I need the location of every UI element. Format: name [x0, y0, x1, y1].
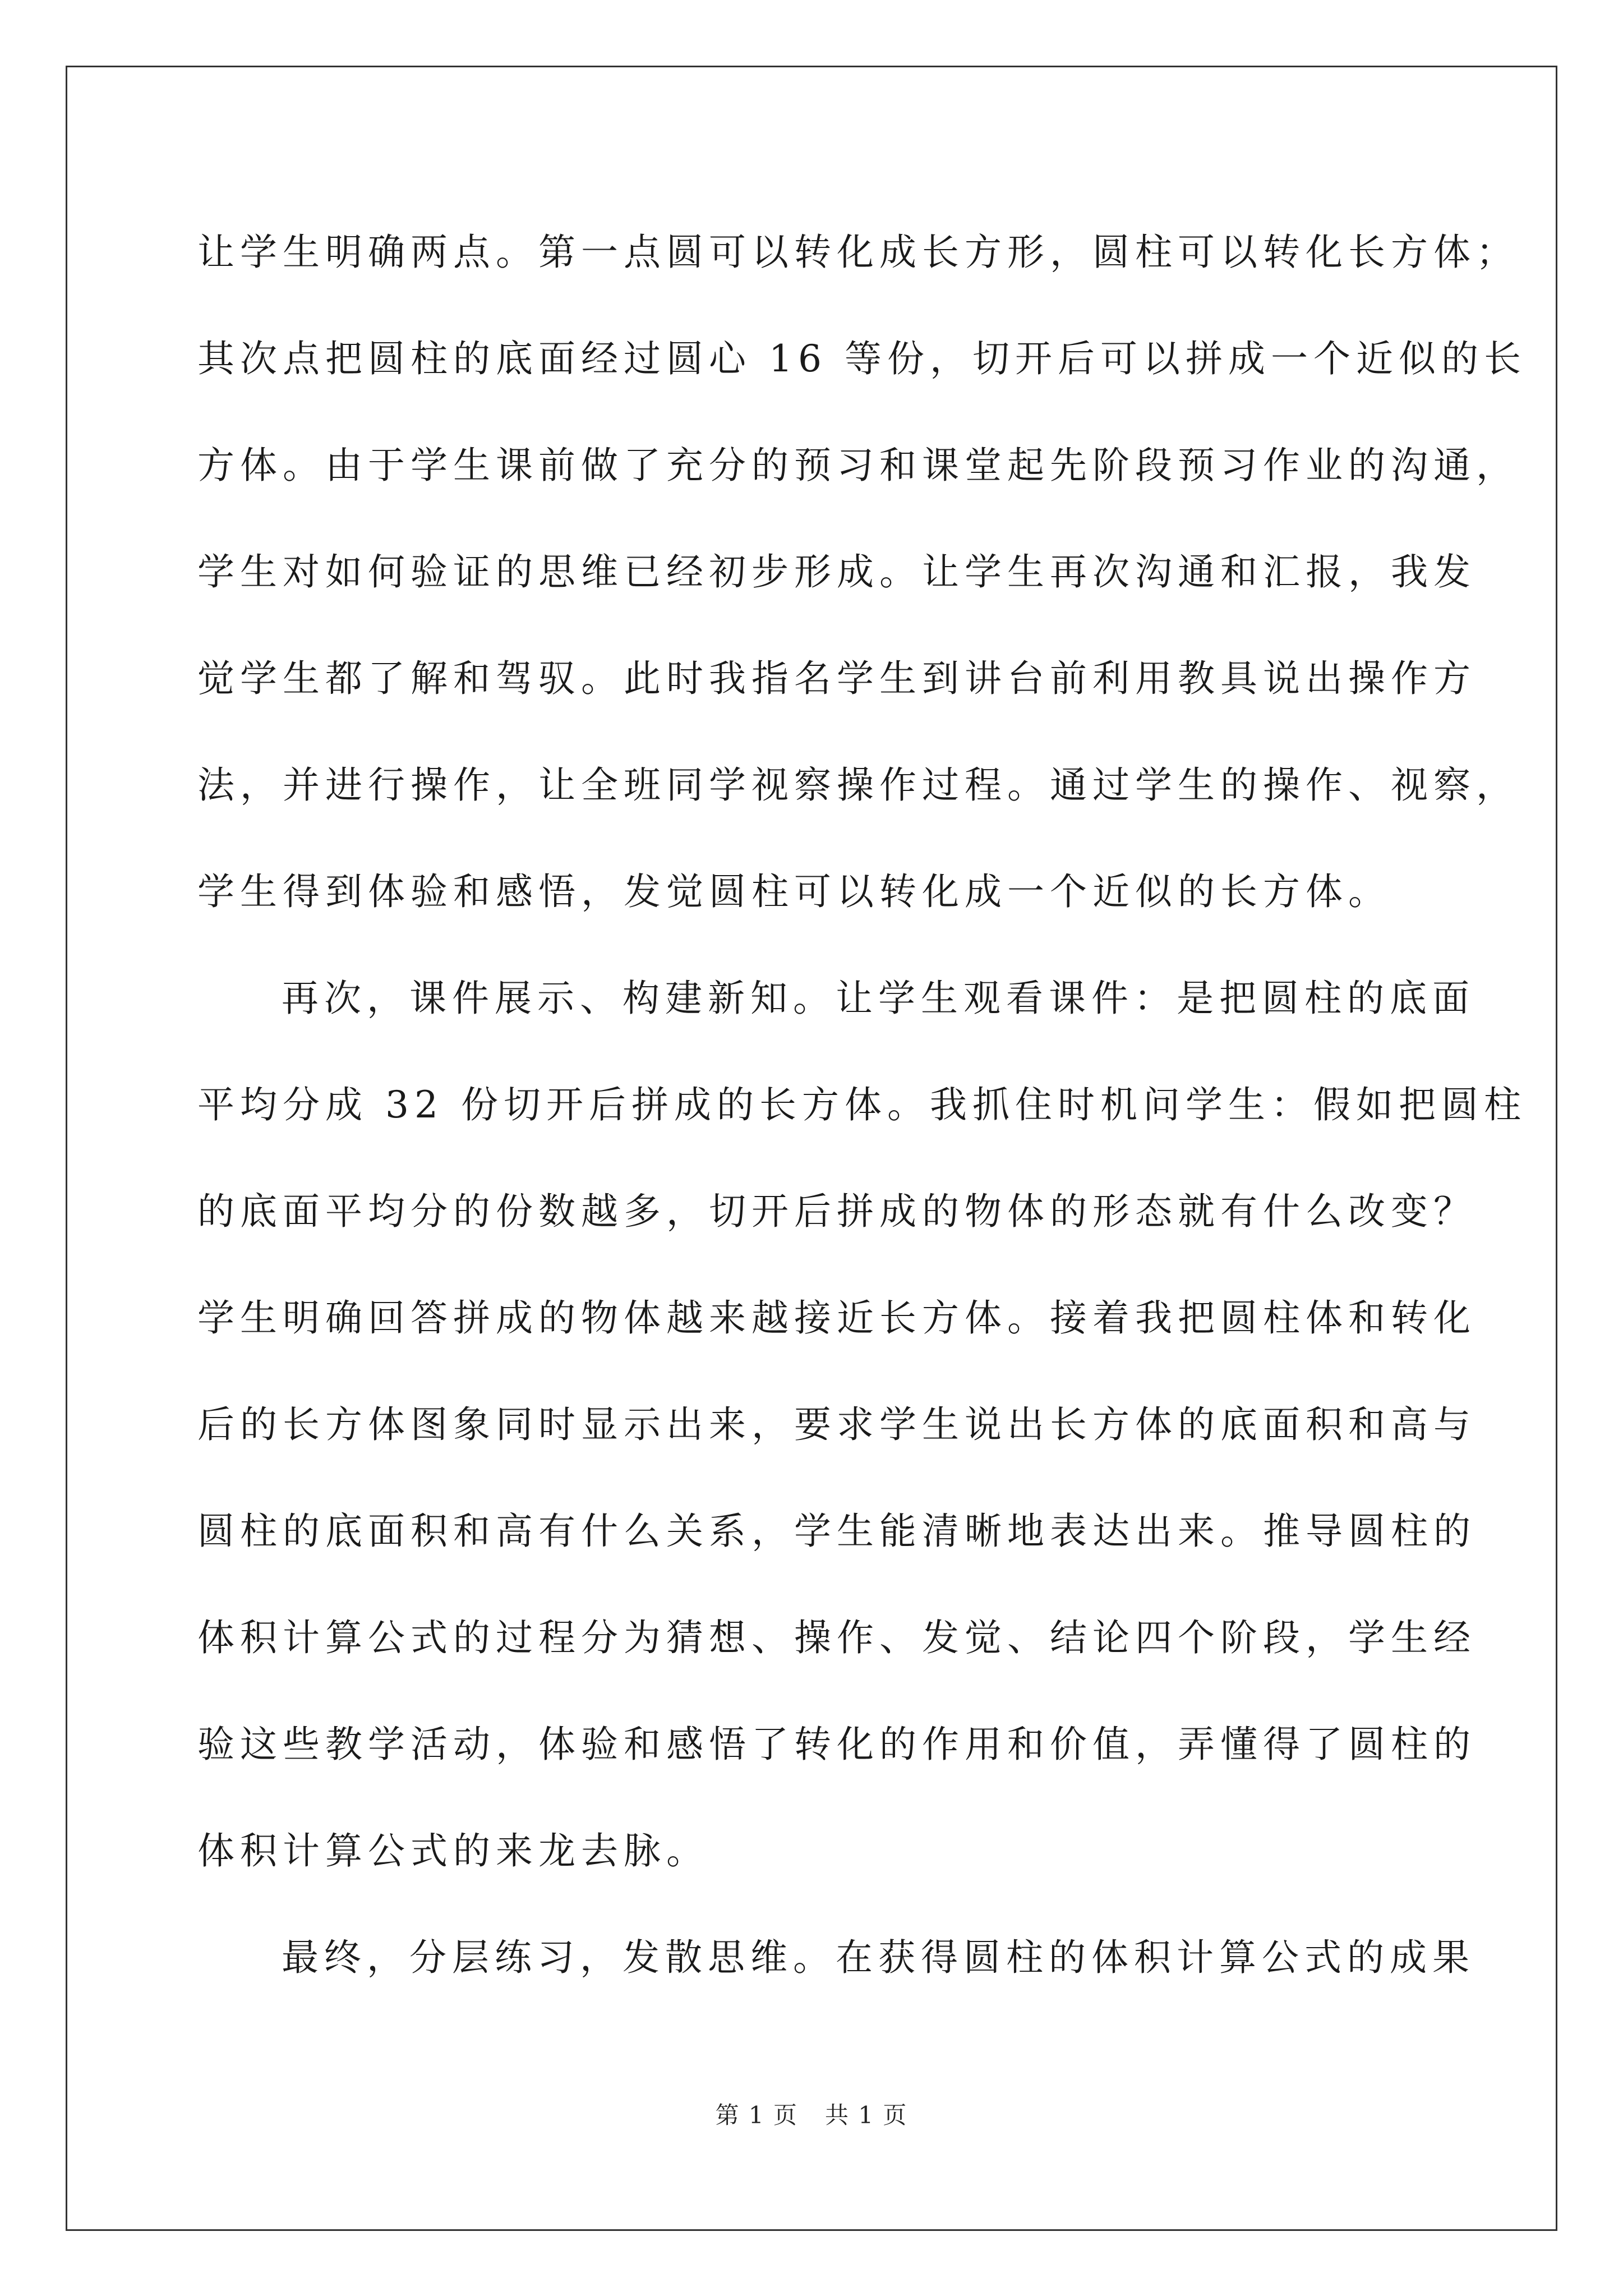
- text-line: 再次，课件展示、构建新知。让学生观看课件：是把圆柱的底面: [282, 977, 1475, 1020]
- text-line: 方体。由于学生课前做了充分的预习和课堂起先阶段预习作业的沟通，: [197, 444, 1519, 487]
- text-line: 体积计算公式的来龙去脉。: [197, 1829, 709, 1872]
- text-line: 其次点把圆柱的底面经过圆心 16 等份，切开后可以拼成一个近似的长: [197, 337, 1527, 380]
- text-line: 学生得到体验和感悟，发觉圆柱可以转化成一个近似的长方体。: [197, 870, 1391, 913]
- text-line: 学生对如何验证的思维已经初步形成。让学生再次沟通和汇报，我发: [197, 550, 1476, 593]
- document-body: [197, 224, 1527, 2036]
- text-line: 法，并进行操作，让全班同学视察操作过程。通过学生的操作、视察，: [197, 763, 1519, 807]
- text-line: 觉学生都了解和驾驭。此时我指名学生到讲台前利用教具说出操作方: [197, 657, 1476, 700]
- text-line: 学生明确回答拼成的物体越来越接近长方体。接着我把圆柱体和转化: [197, 1296, 1476, 1340]
- text-line: 后的长方体图象同时显示出来，要求学生说出长方体的底面积和高与: [197, 1403, 1476, 1446]
- text-line: 平均分成 32 份切开后拼成的长方体。我抓住时机问学生：假如把圆柱: [197, 1083, 1527, 1126]
- text-line: 体积计算公式的过程分为猜想、操作、发觉、结论四个阶段，学生经: [197, 1616, 1476, 1659]
- text-line: 让学生明确两点。第一点圆可以转化成长方形，圆柱可以转化长方体；: [197, 231, 1519, 274]
- page-total: 共 1 页: [825, 2101, 908, 2129]
- text-line: 圆柱的底面积和高有什么关系，学生能清晰地表达出来。推导圆柱的: [197, 1510, 1476, 1553]
- page-footer: [0, 2097, 1623, 2131]
- page-number: 第 1 页: [715, 2101, 798, 2129]
- text-line: 最终，分层练习，发散思维。在获得圆柱的体积计算公式的成果: [282, 1936, 1475, 1979]
- text-line: 验这些教学活动，体验和感悟了转化的作用和价值，弄懂得了圆柱的: [197, 1723, 1476, 1766]
- text-line: 的底面平均分的份数越多，切开后拼成的物体的形态就有什么改变？: [197, 1190, 1476, 1233]
